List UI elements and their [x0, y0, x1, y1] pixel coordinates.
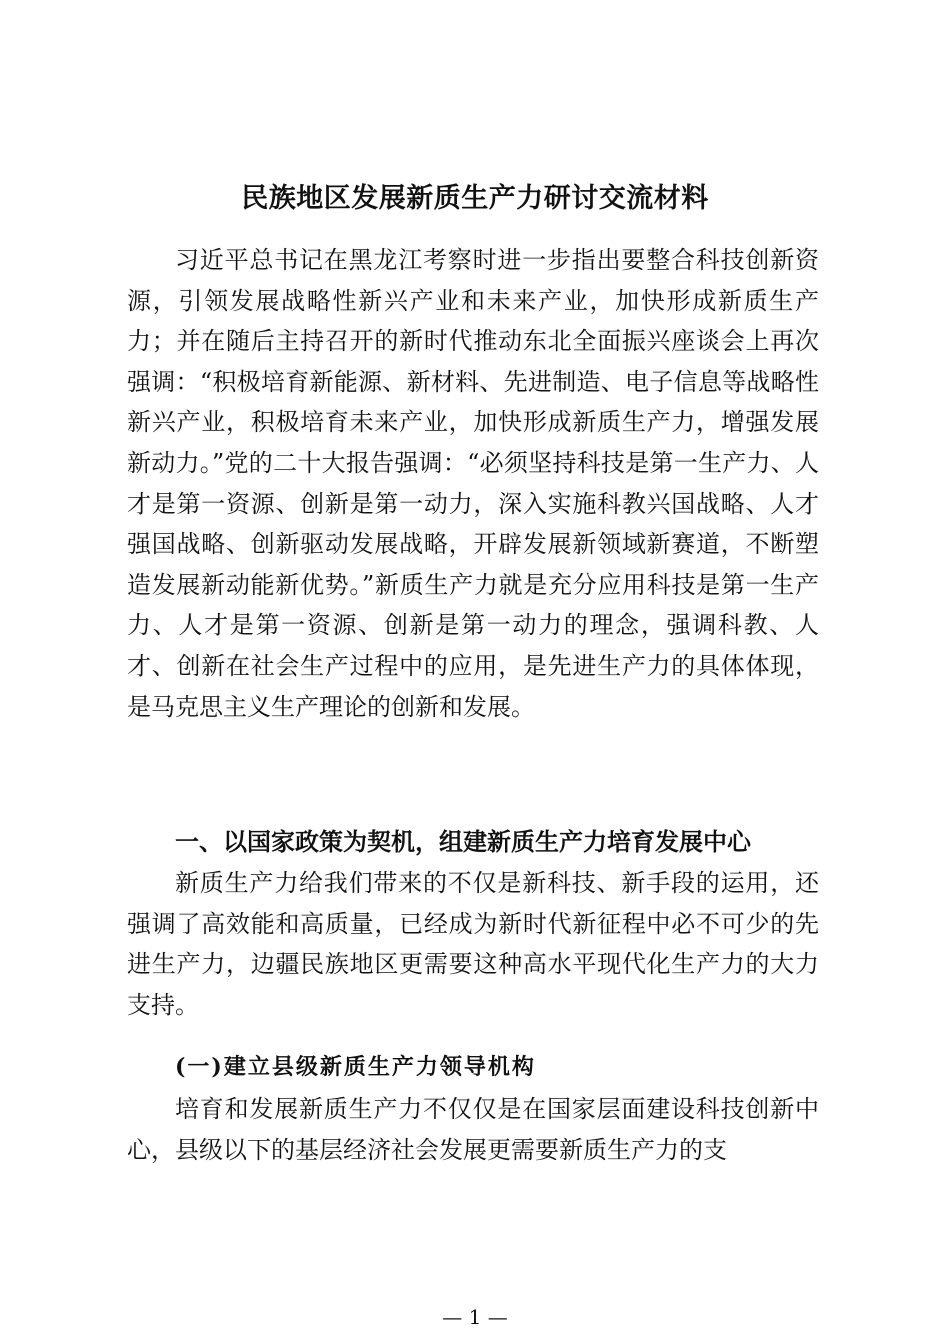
body-paragraph-2: 新质生产力给我们带来的不仅是新科技、新手段的运用，还强调了高效能和高质量，已经成为新时代新征程中必不可少的先进生产力，边疆民族地区更需要这种高水平现代化生产力的大力支持。	[127, 869, 819, 1019]
subsection-heading-1: (一)建立县级新质生产力领导机构	[175, 1054, 536, 1080]
page-number: — 1 —	[442, 1305, 508, 1329]
document-title: 民族地区发展新质生产力研讨交流材料	[241, 183, 709, 214]
body-paragraph-1: 习近平总书记在黑龙江考察时进一步指出要整合科技创新资源，引领发展战略性新兴产业和未来产业，加快形成新质生产力；并在随后主持召开的新时代推动东北全面振兴座谈会上再次强调：“积极培育新能源、新材料、先进制造、电子信息等战略性新兴产业，积极培育未来产业，加快形成新质生产力，增强发展新动力。”党的二十大报告强调：“必须坚持科技是第一生产力、人才是第一资源、创新是第一动力，深入实施科教兴国战略、人才强国战略、创新驱动发展战略，开辟发展新领域新赛道，不断塑造发展新动能新优势。”新质生产力就是充分应用科技是第一生产力、人才是第一资源、创新是第一动力的理念，强调科教、人才、创新在社会生产过程中的应用，是先进生产力的具体体现，是马克思主义生产理论的创新和发展。	[127, 246, 819, 721]
section-heading-1: 一、以国家政策为契机，组建新质生产力培育发展中心	[175, 828, 751, 856]
body-paragraph-3: 培育和发展新质生产力不仅仅是在国家层面建设科技创新中心，县级以下的基层经济社会发展更需要新质生产力的支	[127, 1095, 819, 1164]
